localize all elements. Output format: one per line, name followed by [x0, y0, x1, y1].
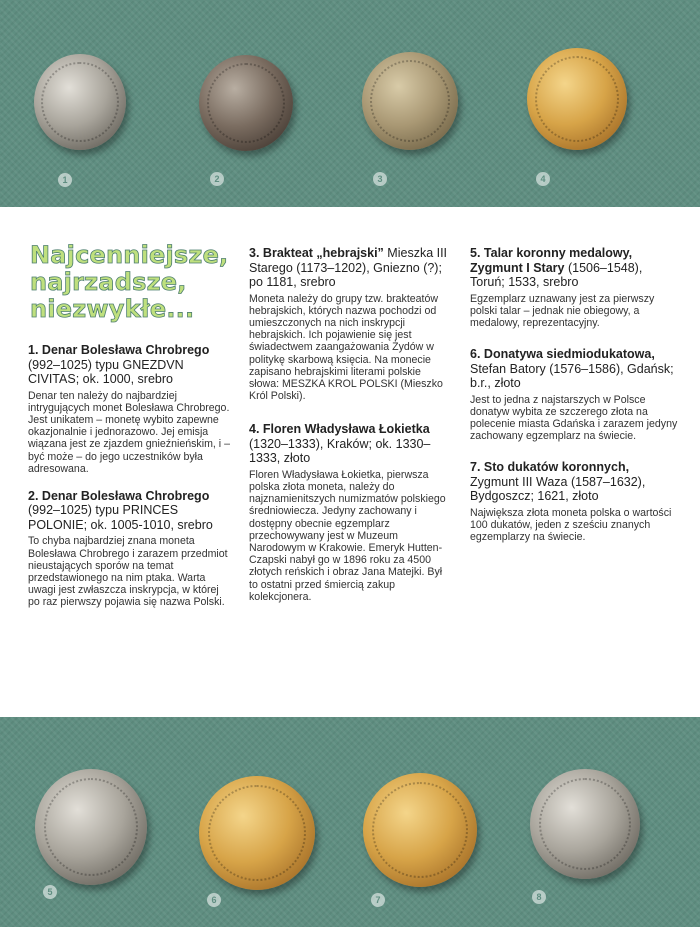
coin-7 — [363, 773, 477, 887]
column-3 — [470, 246, 680, 558]
entry-body: Jest to jedna z najstarszych w Polsce donatyw wybita ze szczerego złota na polecenie miasta Gdańska i zarazem jedyny zachowany egzemplarz na świecie. — [470, 393, 678, 443]
column-1 — [28, 343, 230, 623]
entry-title: 2. Denar Bolesława Chrobrego (992–1025) typu PRINCES POLONIE; ok. 1005-1010, srebro — [28, 488, 213, 532]
coin-1 — [34, 54, 126, 150]
coin-number: 1 — [58, 173, 72, 187]
entry-details: Stefan Batory (1576–1586), Gdańsk; b.r., złoto — [470, 361, 674, 391]
entry-name: Brakteat „hebrajski” — [262, 246, 384, 260]
entry-details: (1320–1333), Kraków; ok. 1330–1333, złoto — [249, 436, 431, 466]
entry-details: Zygmunt III Waza (1587–1632), Bydgoszcz; 1621, złoto — [470, 474, 646, 504]
entry-body: To chyba najbardziej znana moneta Bolesława Chrobrego i zarazem przedmiot nieustających sporów na temat przedstawionego na nim ptaka. Warta uwagi jest zwłaszcza inskrypcja, w której po raz pierwszy pojawia się nazwa Polski. — [28, 535, 228, 609]
coin-entry-7 — [470, 460, 680, 543]
entry-title: 5. Talar koronny medalowy, Zygmunt I Stary (1506–1548), Toruń; 1533, srebro — [470, 246, 643, 289]
coin-number: 5 — [43, 885, 57, 899]
coin-number: 8 — [532, 890, 546, 904]
coin-2 — [199, 55, 293, 151]
coin-3 — [362, 52, 458, 150]
heading-line: Najcenniejsze, — [30, 241, 229, 269]
coin-entry-3 — [249, 246, 449, 402]
entry-details: Mieszka III Starego (1173–1202), Gniezno (?); po 1181, srebro — [249, 246, 448, 289]
bottom-coin-band — [0, 717, 700, 927]
entry-details: (1506–1548), Toruń; 1533, srebro — [470, 260, 643, 289]
entry-name: Sto dukatów koronnych, — [483, 460, 630, 475]
coin-5 — [35, 769, 147, 885]
coin-number: 2 — [210, 172, 224, 186]
entry-name: Denar Bolesława Chrobrego — [41, 343, 210, 357]
coin-number: 7 — [371, 893, 385, 907]
coin-4 — [527, 48, 627, 150]
entry-body: Egzemplarz uznawany jest za pierwszy polski talar – jednak nie obiegowy, a medalowy, reprezentacyjny. — [470, 292, 655, 329]
entry-title: 7. Sto dukatów koronnych, Zygmunt III Waza (1587–1632), Bydgoszcz; 1621, złoto — [470, 460, 646, 504]
entry-details: (992–1025) typu GNEZDVN CIVITAS; ok. 1000, srebro — [28, 357, 184, 386]
entry-name: Denar Bolesława Chrobrego — [41, 488, 210, 503]
entry-body: Floren Władysława Łokietka, pierwsza polska złota moneta, należy do najznamienitszych numizmatów polskiego średniowiecza. Jedyny zachowany i dostępny obecnie egzemplarz przechowywany jest w Muzeum Narodowym w Krakowie. Emeryk Hutten-Czapski nabył go w 1896 roku za 4500 złotych reńskich i obraz Jana Matejki. Był to ostatni przed śmiercią zakup kolekcjonera. — [249, 468, 446, 603]
entry-name: Talar koronny medalowy, Zygmunt I Stary — [470, 246, 633, 275]
coin-6 — [199, 776, 315, 890]
entry-body: Denar ten należy do najbardziej intrygujących monet Bolesława Chrobrego. Jest unikatem – monetę wybito zapewne okazjonalnie i jednorazowo. Jej emisja wiązana jest ze zjazdem gnieźnieńskim, i – być może – do jego uczestników była adresowana. — [28, 389, 230, 475]
coin-entry-4 — [249, 422, 449, 603]
page-heading — [30, 242, 230, 323]
entry-name: Donatywa siedmiodukatowa, — [483, 347, 655, 362]
heading-line: najrzadsze, — [30, 268, 187, 296]
heading-line: niezwykłe... — [30, 295, 195, 323]
coin-entry-5 — [470, 246, 680, 329]
entry-body: Największa złota moneta polska o wartości 100 dukatów, jeden z sześciu znanych egzemplarzy na świecie. — [470, 506, 672, 544]
entry-body: Moneta należy do grupy tzw. brakteatów hebrajskich, których nazwa pochodzi od umieszczonych na nich inskrypcji hebrajskich. Ich pojawienie się jest świadectwem zaangażowania Żydów w politykę skarbową księcia. Na monecie zapisano hebrajskimi literami polskie słowa: MESZKA KROL POLSKI (Mieszko Król Polski). — [249, 292, 443, 403]
top-coin-band — [0, 0, 700, 207]
entry-title: 3. Brakteat „hebrajski” Mieszka III Starego (1173–1202), Gniezno (?); po 1181, srebro — [249, 246, 448, 289]
coin-number: 4 — [536, 172, 550, 186]
coin-8 — [530, 769, 640, 879]
coin-number: 3 — [373, 172, 387, 186]
entry-title: 1. Denar Bolesława Chrobrego (992–1025) typu GNEZDVN CIVITAS; ok. 1000, srebro — [28, 343, 210, 386]
coin-entry-1 — [28, 343, 230, 475]
entry-title: 6. Donatywa siedmiodukatowa, Stefan Batory (1576–1586), Gdańsk; b.r., złoto — [470, 347, 674, 391]
coin-entry-6 — [470, 347, 680, 442]
entry-details: (992–1025) typu PRINCES POLONIE; ok. 1005-1010, srebro — [28, 503, 213, 532]
entry-title: 4. Floren Władysława Łokietka (1320–1333), Kraków; ok. 1330–1333, złoto — [249, 422, 431, 466]
entry-name: Floren Władysława Łokietka — [262, 422, 430, 437]
coin-number: 6 — [207, 893, 221, 907]
coin-entry-2 — [28, 489, 230, 609]
column-2 — [249, 246, 449, 617]
